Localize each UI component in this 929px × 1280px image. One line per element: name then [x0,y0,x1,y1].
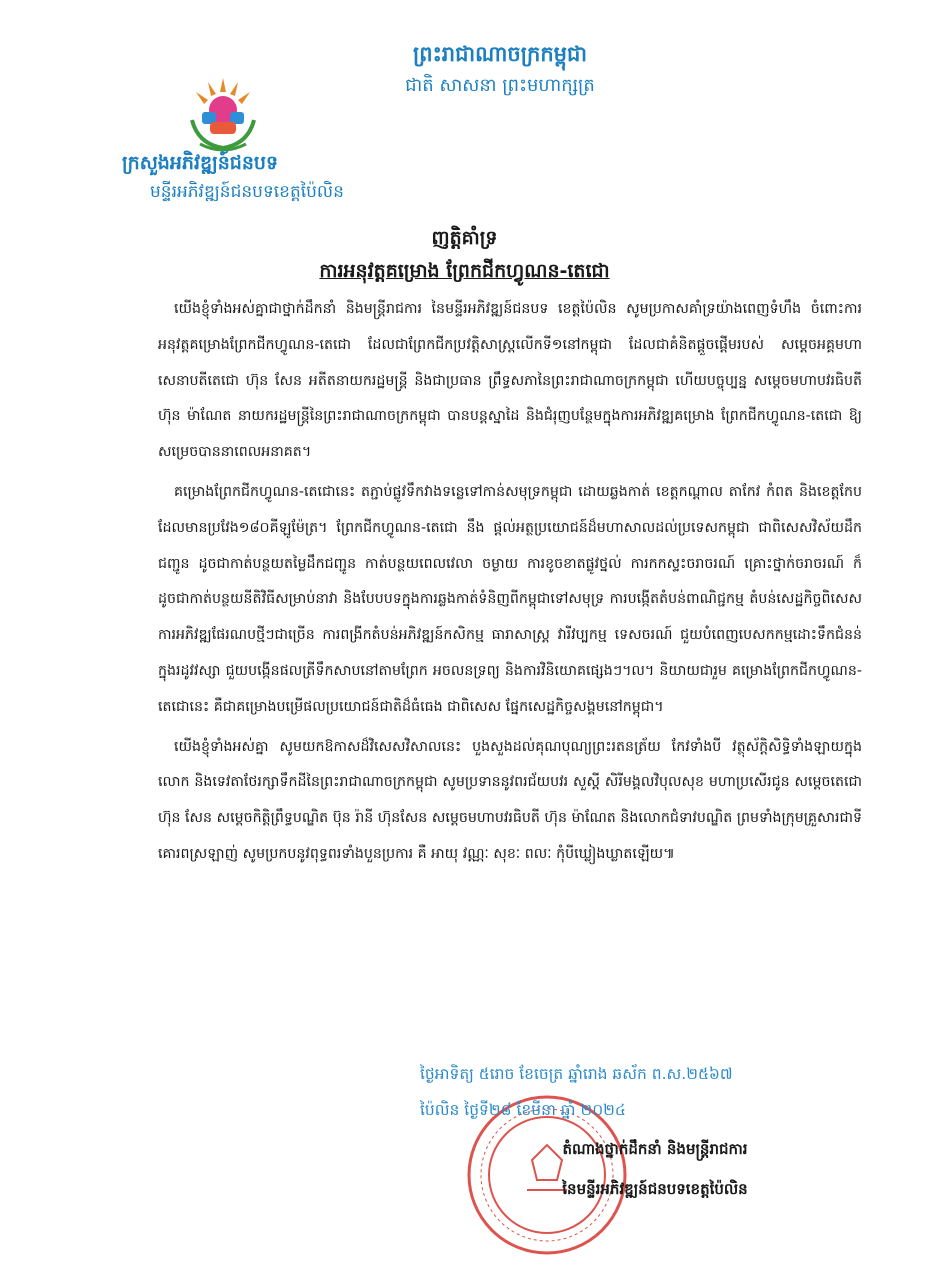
kingdom-header [370,40,630,102]
ministry-name: ក្រសួងអភិវឌ្ឍន៍ជនបទ [122,152,279,174]
kingdom-name: ព្រះរាជាណាចក្រកម្ពុជា [412,42,587,66]
ministry-logo [178,70,268,160]
paragraph-1: យើងខ្ញុំទាំងអស់គ្នាជាថ្នាក់ដឹកនាំ និងមន្ត្រីរាជការ នៃមន្ទីរអភិវឌ្ឍន៍ជនបទ ខេត្តប៉ៃលិន សូមប្រកាសគាំទ្រយ៉ាងពេញទំហឹង ចំពោះការអនុវត្តគម្រោងព្រែកជីកហ្វូណន-តេជោ ដែលជាព្រែកជីកប្រវត្តិសាស្ត្រលើកទី១នៅកម្ពុជា ដែលជាគំនិតផ្តួចផ្តើមរបស់ សម្តេចអគ្គមហាសេនាបតីតេជោ ហ៊ុន សែន អតីតនាយករដ្ឋមន្ត្រី និងជាប្រធាន ព្រឹទ្ធសភានៃព្រះរាជាណាចក្រកម្ពុជា ហើយបច្ចុប្បន្ន សម្តេចមហាបវរធិបតី ហ៊ុន ម៉ាណែត នាយករដ្ឋមន្ត្រីនៃព្រះរាជាណាចក្រកម្ពុជា បានបន្តស្នាដៃ និងជំរុញបន្ថែមក្នុងការអភិវឌ្ឍគម្រោង ព្រែកជីកហ្វូណន-តេជោ ឱ្យសម្រេចបាននាពេលអនាគត។ [158,301,862,461]
document-body [158,292,862,877]
department-name: មន្ទីរអភិវឌ្ឍន៍ជនបទខេត្តប៉ៃលិន [150,182,344,202]
document-title: ញត្តិគាំទ្រ [431,227,498,249]
paragraph-3: យើងខ្ញុំទាំងអស់គ្នា សូមយកឱកាសដ៏វិសេសវិសាលនេះ បួងសួងដល់គុណបុណ្យព្រះរតនត្រ័យ កែវទាំងបី វត្ថុស័ក្តិសិទ្ធិទាំងឡាយក្នុងលោក និងទេវតាថែរក្សាទឹកដីនៃព្រះរាជាណាចក្រកម្ពុជា សូមប្រទាននូវពរជ័យបវរ សួស្តី សិរីមង្គលវិបុលសុខ មហាប្រសើរជូន សម្តេចតេជោ ហ៊ុន សែន សម្តេចកិត្តិព្រឹទ្ធបណ្ឌិត ប៊ុន រ៉ានី ហ៊ុនសែន សម្តេចមហាបវរធិបតី ហ៊ុន ម៉ាណែត និងលោកជំទាវបណ្ឌិត ព្រមទាំងក្រុមគ្រួសារជាទីគោរពស្រឡាញ់ សូមប្រកបនូវពុទ្ធពរទាំងបួនប្រការ គឺ អាយុ វណ្ណៈ សុខៈ ពលៈ កុំបីឃ្លៀងឃ្លាតឡើយ៕ [158,738,862,862]
ministry-block [122,150,344,208]
signatory-department: នៃមន្ទីរអភិវឌ្ឍន៍ជនបទខេត្តប៉ៃលិន [562,1180,748,1198]
solar-date: ប៉ៃលិន ថ្ងៃទី២៨ ខែមីនា ឆ្នាំ ២០២៤ [420,1101,626,1119]
national-motto: ជាតិ សាសនា ព្រះមហាក្សត្រ [405,75,595,96]
document-subtitle: ការអនុវត្តគម្រោង ព្រែកជីកហ្វូណន-តេជោ [319,260,610,282]
paragraph-2: គម្រោងព្រែកជីកហ្វូណន-តេជោនេះ តភ្ជាប់ផ្លូវទឹកវាងទន្លេទៅកាន់សមុទ្រកម្ពុជា ដោយឆ្លងកាត់ ខេត្តកណ្តាល តាកែវ កំពត និងខេត្តកែប ដែលមានប្រវែង១៨០គីឡូម៉ែត្រ។ ព្រែកជីកហ្វូណន-តេជោ នឹង ផ្តល់អត្ថប្រយោជន៍ដ៏មហាសាលដល់ប្រទេសកម្ពុជា ជាពិសេសវិស័យដឹកជញ្ជូន ដូចជាកាត់បន្ថយតម្លៃដឹកជញ្ជូន កាត់បន្ថយពេលវេលា ចម្ងាយ ការខូចខាតផ្លូវថ្នល់ ការកកស្ទះចរាចរណ៍ គ្រោះថ្នាក់ចរាចរណ៍ ក៏ដូចជាកាត់បន្ថយនីតិវិធីសម្រាប់នាវា និងបែបបទក្នុងការឆ្លងកាត់ទំនិញពីកម្ពុជាទៅសមុទ្រ ការបង្កើតតំបន់ពាណិជ្ជកម្ម តំបន់សេដ្ឋកិច្ចពិសេស ការអភិវឌ្ឍផែរណបថ្មីៗជាច្រើន ការពង្រីកតំបន់អភិវឌ្ឍន៍កសិកម្ម ធារាសាស្ត្រ វារីវប្បកម្ម ទេសចរណ៍ ជួយបំពេញបេសកកម្មដោះទឹកជំនន់ក្នុងរដូវវស្សា ជួយបង្កើនផលត្រីទឹកសាបនៅតាមព្រែក អចលនទ្រព្យ និងការវិនិយោគផ្សេងៗ។ល។ និយាយជារួម គម្រោងព្រែកជីកហ្វូណន-តេជោនេះ គឺជាគម្រោងបម្រើផលប្រយោជន៍ជាតិដ៏ធំធេង ជាពិសេស ផ្នែកសេដ្ឋកិច្ចសង្គមនៅកម្ពុជា។ [158,483,862,715]
lunar-date: ថ្ងៃអាទិត្យ ៥រោច ខែចេត្រ ឆ្នាំរោង ឆស័ក ព.ស.២៥៦៧ [420,1065,733,1083]
signatory-title: តំណាងថ្នាក់ដឹកនាំ និងមន្ត្រីរាជការ [562,1140,748,1158]
